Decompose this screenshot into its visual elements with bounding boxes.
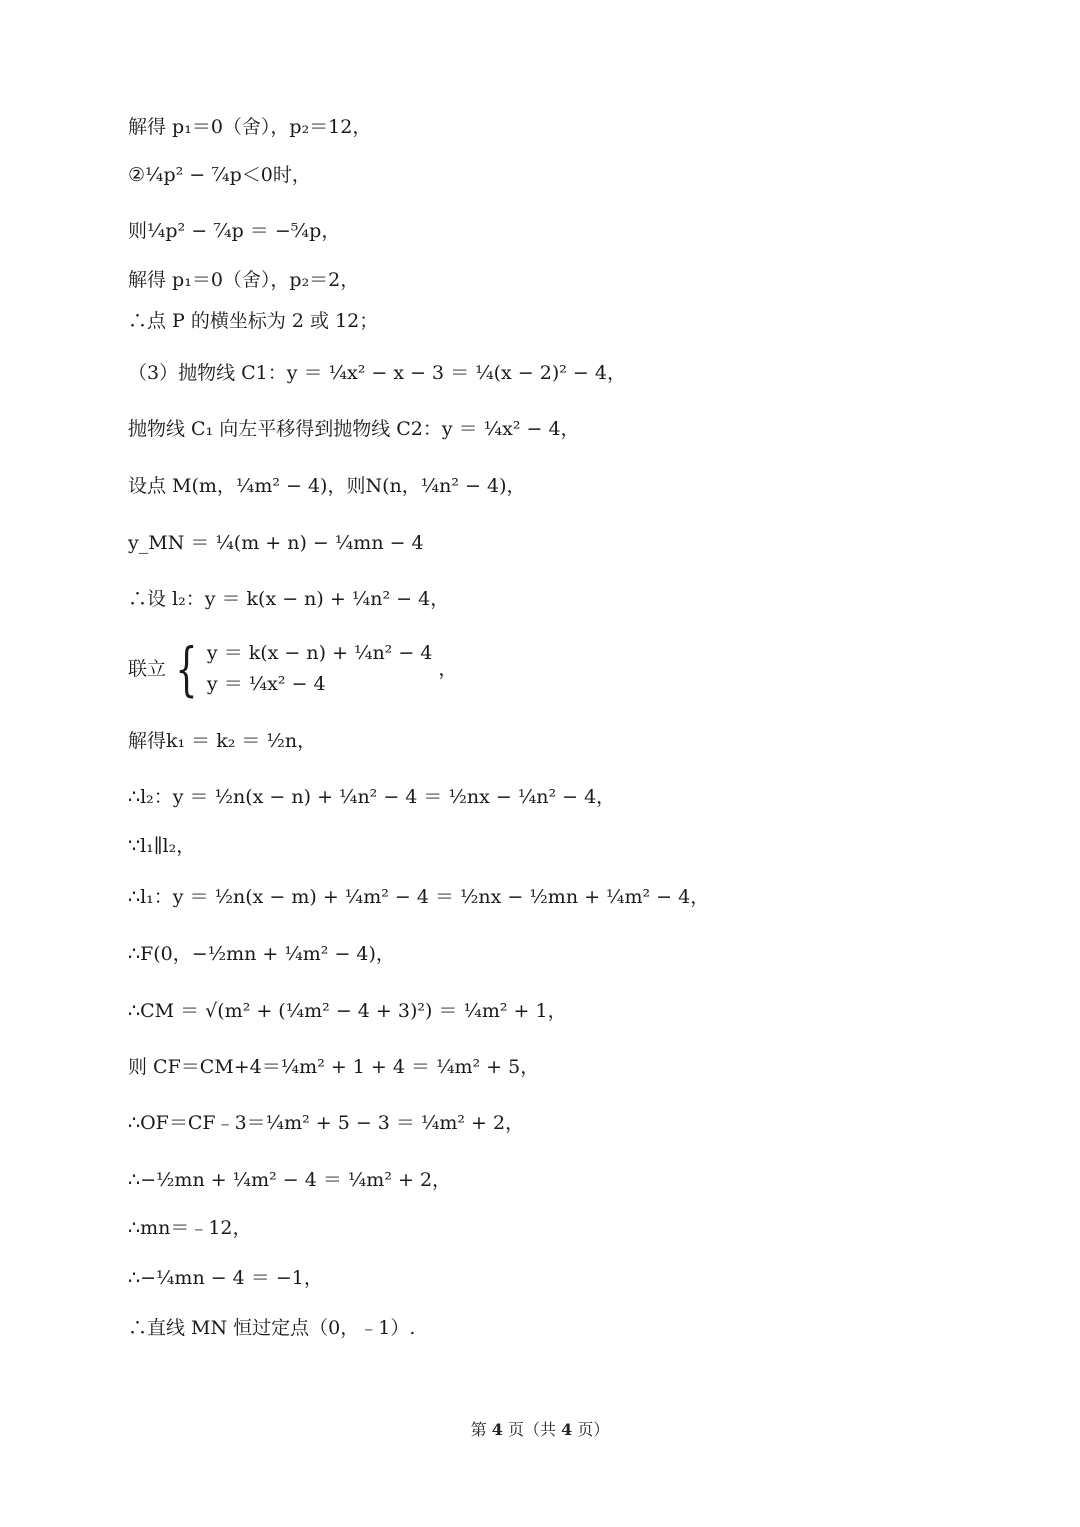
solution-line: 抛物线 C₁ 向左平移得到抛物线 C2：y ＝ ¼x² − 4， <box>128 418 580 440</box>
footer-suffix: 页） <box>577 1420 610 1439</box>
system-equation-2: y ＝ ¼x² − 4 <box>206 673 326 695</box>
system-equations <box>207 644 432 694</box>
solution-line: ∴l₂：y ＝ ½n(x − n) + ¼n² − 4 ＝ ½nx − ¼n² − 4， <box>128 786 616 808</box>
solution-line: ∴OF＝CF﹣3＝¼m² + 5 − 3 ＝ ¼m² + 2， <box>128 1112 525 1134</box>
solution-line: ∴F(0，−½mn + ¼m² − 4)， <box>128 943 395 965</box>
footer-total-pages: 4 <box>561 1420 573 1439</box>
solution-line: 则 CF＝CM+4＝¼m² + 1 + 4 ＝ ¼m² + 5， <box>128 1056 540 1078</box>
solution-line: ∵l₁∥l₂， <box>128 835 196 857</box>
solution-line: 解得 p₁＝0（舍），p₂＝12， <box>128 116 372 138</box>
solution-line: ∴−½mn + ¼m² − 4 ＝ ¼m² + 2， <box>128 1169 452 1191</box>
solution-line: 解得k₁ ＝ k₂ ＝ ½n， <box>128 730 317 752</box>
solution-line: ∴mn＝﹣12， <box>128 1217 252 1239</box>
solution-line: y_MN ＝ ¼(m + n) − ¼mn − 4 <box>128 532 424 554</box>
page-footer <box>0 1417 1080 1440</box>
solution-line: ∴直线 MN 恒过定点（0，﹣1）. <box>128 1317 416 1339</box>
solution-line: （3）抛物线 C1：y ＝ ¼x² − x − 3 ＝ ¼(x − 2)² − 4， <box>128 362 626 384</box>
system-lead: 联立 <box>128 657 167 680</box>
solution-line: ∴−¼mn − 4 ＝ −1， <box>128 1267 323 1289</box>
solution-line: ∴点 P 的横坐标为 2 或 12； <box>128 310 379 332</box>
left-brace-icon: { <box>175 635 198 703</box>
system-trail: ， <box>438 657 458 680</box>
solution-line: ∴CM ＝ √(m² + (¼m² − 4 + 3)²) ＝ ¼m² + 1， <box>128 1000 567 1022</box>
solution-line: 则¼p² − ⁷⁄₄p ＝ −⁵⁄₄p， <box>128 220 341 242</box>
solution-line: 设点 M(m，¼m² − 4)，则N(n，¼n² − 4)， <box>128 475 526 497</box>
footer-page-number: 4 <box>491 1420 503 1439</box>
solution-line: 解得 p₁＝0（舍），p₂＝2， <box>128 269 360 291</box>
solution-line: ∴l₁：y ＝ ½n(x − m) + ¼m² − 4 ＝ ½nx − ½mn + ¼m² − 4， <box>128 886 710 908</box>
system-equation-1: y ＝ k(x − n) + ¼n² − 4 <box>206 642 433 664</box>
footer-prefix: 第 <box>470 1420 487 1439</box>
solution-line: ∴设 l₂：y ＝ k(x − n) + ¼n² − 4， <box>128 588 450 610</box>
solution-line: ②¼p² − ⁷⁄₄p＜0时， <box>128 164 311 186</box>
footer-mid: 页（共 <box>507 1420 556 1439</box>
equation-system <box>128 635 1020 703</box>
